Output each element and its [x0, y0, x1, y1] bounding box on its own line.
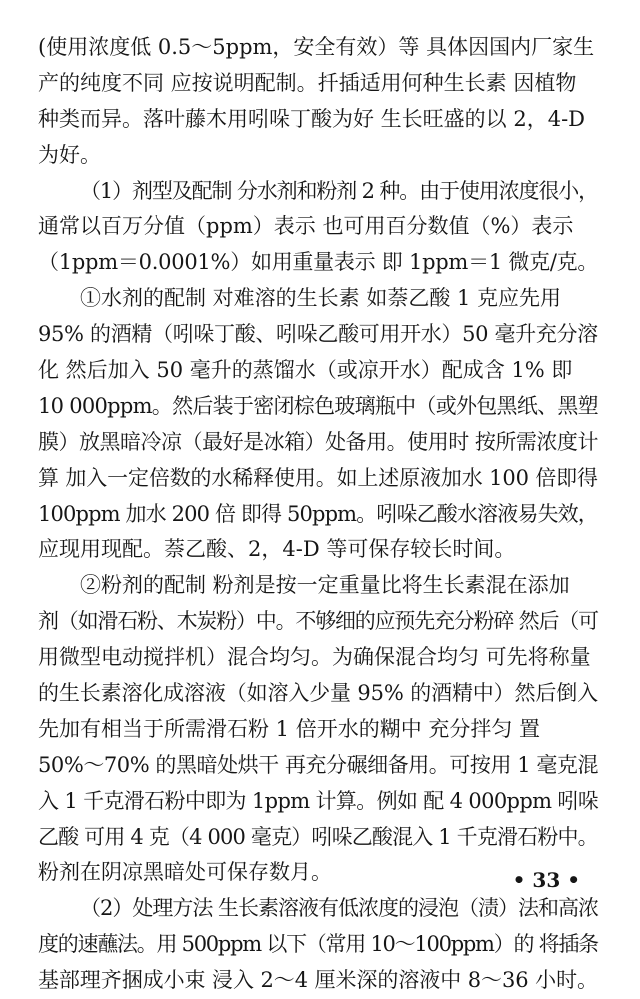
text-line: 通常以百万分值（ppm）表示 也可用百分数值（%）表示 [38, 214, 574, 239]
text-line: 用微型电动搅拌机）混合均匀。为确保混合均匀 可先将称量 [38, 645, 591, 670]
text-line: (使用浓度低 0.5～5ppm，安全有效）等 具体因国内厂家生 [38, 35, 595, 59]
text-line: 剂（如滑石粉、木炭粉）中。不够细的应预先充分粉碎 然后（可 [38, 609, 598, 634]
text-line: （1ppm＝0.0001%）如用重量表示 即 1ppm＝1 微克/克。 [38, 250, 599, 275]
paragraph-start-line: ①水剂的配制 对难溶的生长素 如萘乙酸 1 克应先用 [80, 286, 562, 311]
text-line: 的生长素溶化成溶液（如溶入少量 95% 的酒精中）然后倒入 [38, 681, 598, 706]
page-body [38, 30, 598, 999]
text-line: 100ppm 加水 200 倍 即得 50ppm。吲哚乙酸水溶液易失效， [38, 501, 598, 526]
text-line: 算 加入一定倍数的水稀释使用。如上述原液加水 100 倍即得 [38, 465, 598, 490]
text-line: 化 然后加入 50 毫升的蒸馏水（或凉开水）配成含 1% 即 [38, 358, 573, 383]
paragraph-start-line: （1）剂型及配制 分水剂和粉剂 2 种。由于使用浓度很小， [80, 178, 598, 203]
page-number: • 33 • [512, 868, 580, 892]
text-line: 膜）放黑暗冷凉（最好是冰箱）处备用。使用时 按所需浓度计 [38, 429, 598, 454]
text-line: 95% 的酒精（吲哚丁酸、吲哚乙酸可用开水）50 毫升充分溶 [38, 322, 598, 347]
text-line: 50%～70% 的黑暗处烘干 再充分碾细备用。可按用 1 毫克混 [38, 752, 599, 777]
text-line: 度的速蘸法。用 500ppm 以下（常用 10～100ppm）的 将插条 [38, 932, 598, 957]
text-line: 基部理齐捆成小束 浸入 2～4 厘米深的溶液中 8～36 小时。 [38, 968, 598, 993]
text-line: 乙酸 可用 4 克（4 000 毫克）吲哚乙酸混入 1 千克滑石粉中。 [38, 824, 598, 849]
text-line: 产的纯度不同 应按说明配制。扦插适用何种生长素 因植物 [38, 70, 577, 95]
text-line: 种类而异。落叶藤木用吲哚丁酸为好 生长旺盛的以 2，4-D [38, 106, 586, 131]
paragraph-start-line: （2）处理方法 生长素溶液有低浓度的浸泡（渍）法和高浓 [80, 896, 599, 921]
text-line: 先加有相当于所需滑石粉 1 倍开水的糊中 充分拌匀 置 [38, 716, 541, 741]
text-line: 应现用现配。萘乙酸、2，4-D 等可保存较长时间。 [38, 537, 516, 562]
text-line: 粉剂在阴凉黑暗处可保存数月。 [38, 860, 332, 885]
text-line: 为好。 [38, 142, 101, 167]
paragraph-start-line: ②粉剂的配制 粉剂是按一定重量比将生长素混在添加 [80, 573, 570, 598]
text-line: 10 000ppm。然后装于密闭棕色玻璃瓶中（或外包黑纸、黑塑 [38, 393, 598, 418]
text-line: 入 1 千克滑石粉中即为 1ppm 计算。例如 配 4 000ppm 吲哚 [38, 788, 599, 813]
